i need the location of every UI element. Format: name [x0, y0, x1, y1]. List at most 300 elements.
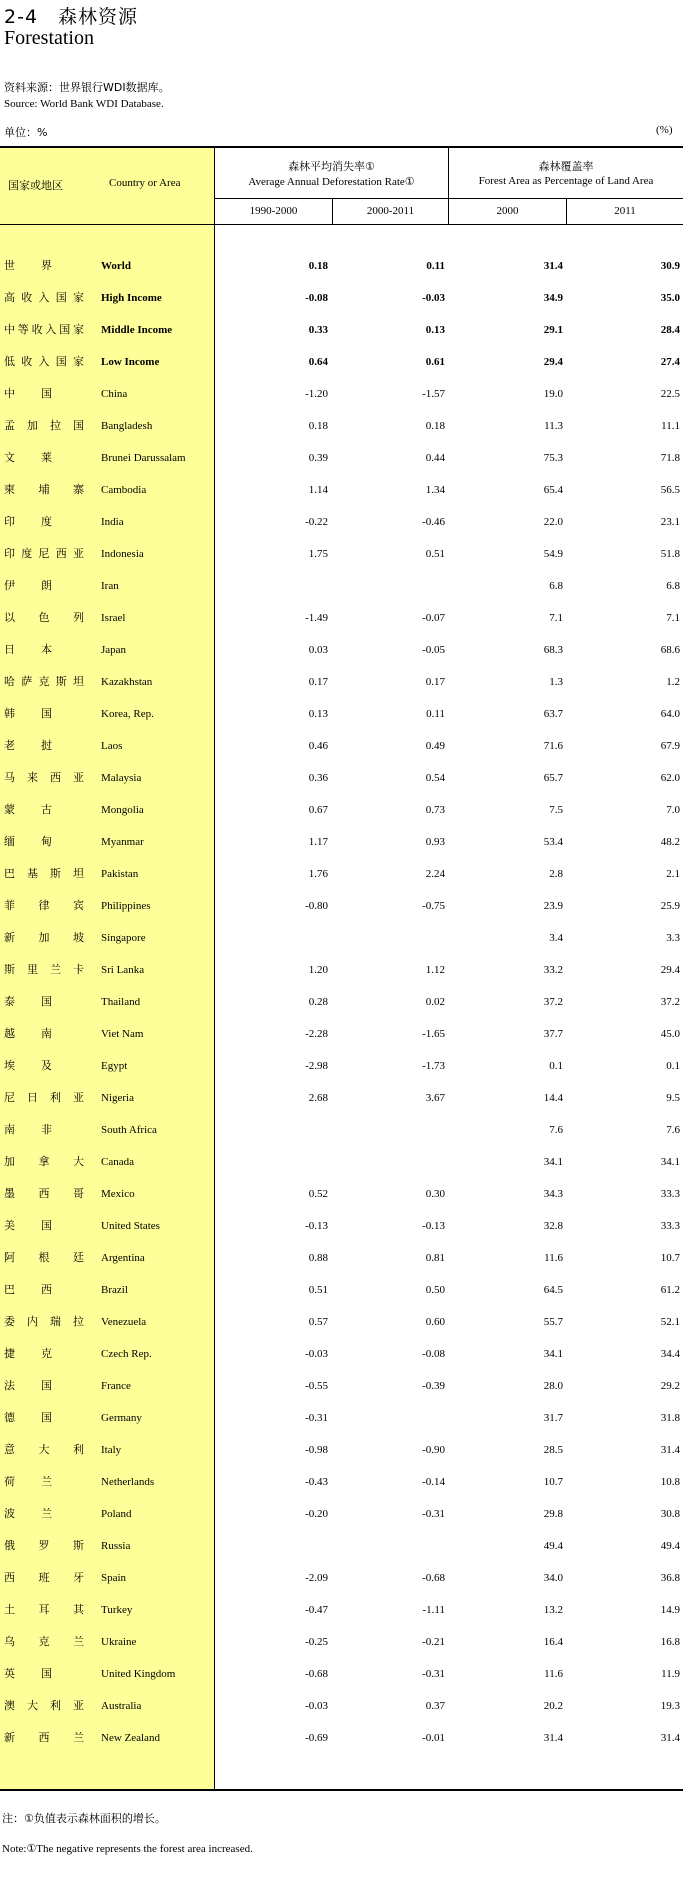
- row-deforestation-2000-2011: -0.39: [422, 1380, 445, 1392]
- row-forest-area-2011: 0.1: [666, 1060, 680, 1072]
- row-deforestation-1990-2000: -0.13: [305, 1220, 328, 1232]
- row-country-cn: 巴 西: [4, 1283, 52, 1296]
- row-country-cn: 新西兰: [4, 1731, 84, 1744]
- row-forest-area-2000: 2.8: [549, 868, 563, 880]
- row-country-cn: 缅 甸: [4, 835, 52, 848]
- row-country-cn: 伊 朗: [4, 579, 52, 592]
- row-forest-area-2000: 14.4: [543, 1092, 563, 1104]
- row-deforestation-1990-2000: -0.25: [305, 1636, 328, 1648]
- row-forest-area-2011: 33.3: [660, 1220, 680, 1232]
- row-country-en: Mexico: [101, 1188, 135, 1200]
- row-forest-area-2000: 37.7: [543, 1028, 563, 1040]
- row-forest-area-2011: 3.3: [666, 932, 680, 944]
- row-deforestation-1990-2000: 0.13: [308, 708, 328, 720]
- row-forest-area-2011: 35.0: [660, 292, 680, 304]
- row-forest-area-2000: 11.6: [544, 1668, 563, 1680]
- row-forest-area-2011: 37.2: [660, 996, 680, 1008]
- group-header-deforestation-en: Average Annual Deforestation Rate①: [248, 176, 415, 188]
- row-deforestation-1990-2000: -0.55: [305, 1380, 328, 1392]
- group-header-forest-area-en: Forest Area as Percentage of Land Area: [478, 175, 654, 187]
- row-forest-area-2011: 23.1: [660, 516, 680, 528]
- table-row: [0, 1536, 683, 1568]
- row-forest-area-2011: 48.2: [660, 836, 680, 848]
- header-divider: [215, 198, 683, 199]
- row-country-en: Spain: [101, 1572, 127, 1584]
- table-row: [0, 448, 683, 480]
- row-deforestation-1990-2000: 1.76: [308, 868, 328, 880]
- row-deforestation-2000-2011: -1.57: [422, 388, 445, 400]
- row-deforestation-1990-2000: 1.14: [308, 484, 328, 496]
- source-note-english: Source: World Bank WDI Database.: [4, 98, 164, 110]
- row-country-cn: 哈萨克斯坦: [4, 675, 84, 688]
- row-country-cn: 土耳其: [4, 1603, 84, 1616]
- row-country-en: Iran: [101, 580, 119, 592]
- column-header-country-en: Country or Area: [109, 177, 181, 189]
- row-forest-area-2011: 27.4: [660, 356, 680, 368]
- row-deforestation-1990-2000: 0.33: [308, 324, 328, 336]
- row-country-en: Cambodia: [101, 484, 147, 496]
- row-deforestation-1990-2000: 0.67: [308, 804, 328, 816]
- row-deforestation-1990-2000: -0.69: [305, 1732, 328, 1744]
- table-row: [0, 1408, 683, 1440]
- row-deforestation-2000-2011: 0.11: [426, 708, 445, 720]
- row-deforestation-2000-2011: 3.67: [425, 1092, 445, 1104]
- table-row: [0, 960, 683, 992]
- row-forest-area-2000: 33.2: [543, 964, 563, 976]
- unit-label-right: (%): [656, 124, 673, 136]
- row-forest-area-2011: 71.8: [660, 452, 680, 464]
- row-country-cn: 越 南: [4, 1027, 52, 1040]
- row-forest-area-2011: 51.8: [660, 548, 680, 560]
- row-deforestation-2000-2011: -0.01: [422, 1732, 445, 1744]
- row-forest-area-2011: 14.9: [660, 1604, 680, 1616]
- row-forest-area-2011: 52.1: [660, 1316, 680, 1328]
- row-deforestation-2000-2011: 0.49: [425, 740, 445, 752]
- row-country-cn: 乌克兰: [4, 1635, 84, 1648]
- row-country-cn: 波 兰: [4, 1507, 52, 1520]
- row-forest-area-2000: 22.0: [543, 516, 563, 528]
- forestation-table: [0, 146, 683, 1791]
- row-deforestation-2000-2011: -0.75: [422, 900, 445, 912]
- row-deforestation-1990-2000: -0.68: [305, 1668, 328, 1680]
- row-country-en: Argentina: [101, 1252, 145, 1264]
- row-deforestation-1990-2000: 0.36: [308, 772, 328, 784]
- row-country-cn: 泰 国: [4, 995, 52, 1008]
- row-country-cn: 老 挝: [4, 739, 52, 752]
- row-country-en: Venezuela: [101, 1316, 147, 1328]
- row-deforestation-1990-2000: 2.68: [308, 1092, 328, 1104]
- row-forest-area-2011: 64.0: [660, 708, 680, 720]
- row-forest-area-2011: 9.5: [666, 1092, 680, 1104]
- row-country-cn: 中 国: [4, 387, 52, 400]
- row-country-en: Philippines: [101, 900, 151, 912]
- row-forest-area-2011: 7.6: [666, 1124, 680, 1136]
- table-row: [0, 704, 683, 736]
- table-row: [0, 576, 683, 608]
- row-deforestation-2000-2011: 0.11: [426, 260, 445, 272]
- row-forest-area-2000: 63.7: [543, 708, 563, 720]
- row-forest-area-2000: 37.2: [543, 996, 563, 1008]
- row-forest-area-2000: 29.4: [543, 356, 563, 368]
- table-row: [0, 544, 683, 576]
- table-row: [0, 480, 683, 512]
- row-forest-area-2000: 64.5: [543, 1284, 563, 1296]
- row-deforestation-2000-2011: 0.17: [425, 676, 445, 688]
- row-deforestation-1990-2000: -0.20: [305, 1508, 328, 1520]
- row-forest-area-2000: 34.3: [543, 1188, 563, 1200]
- row-country-en: Pakistan: [101, 868, 139, 880]
- row-country-en: Nigeria: [101, 1092, 134, 1104]
- row-forest-area-2000: 19.0: [543, 388, 563, 400]
- table-row: [0, 800, 683, 832]
- row-deforestation-1990-2000: -0.03: [305, 1700, 328, 1712]
- row-deforestation-1990-2000: 0.18: [308, 260, 328, 272]
- row-country-cn: 美 国: [4, 1219, 52, 1232]
- row-country-en: New Zealand: [101, 1732, 160, 1744]
- row-country-en: Czech Rep.: [101, 1348, 152, 1360]
- row-forest-area-2000: 34.1: [543, 1156, 563, 1168]
- table-row: [0, 1312, 683, 1344]
- row-country-en: Germany: [101, 1412, 142, 1424]
- row-country-en: Italy: [101, 1444, 122, 1456]
- row-forest-area-2011: 16.8: [660, 1636, 680, 1648]
- row-country-en: Canada: [101, 1156, 134, 1168]
- row-country-cn: 印 度: [4, 515, 52, 528]
- row-country-cn: 新加坡: [4, 931, 84, 944]
- row-forest-area-2000: 28.0: [543, 1380, 563, 1392]
- row-forest-area-2000: 65.7: [543, 772, 563, 784]
- row-forest-area-2011: 36.8: [660, 1572, 680, 1584]
- row-forest-area-2011: 61.2: [660, 1284, 680, 1296]
- row-forest-area-2011: 34.4: [660, 1348, 680, 1360]
- table-row: [0, 672, 683, 704]
- row-forest-area-2000: 34.1: [543, 1348, 563, 1360]
- row-country-cn: 墨西哥: [4, 1187, 84, 1200]
- table-row: [0, 1600, 683, 1632]
- table-bottom-border: [0, 1789, 683, 1791]
- table-row: [0, 1088, 683, 1120]
- row-country-en: South Africa: [101, 1124, 157, 1136]
- row-deforestation-1990-2000: -0.31: [305, 1412, 328, 1424]
- row-country-cn: 俄罗斯: [4, 1539, 84, 1552]
- row-forest-area-2011: 25.9: [660, 900, 680, 912]
- row-forest-area-2000: 31.4: [543, 1732, 563, 1744]
- row-forest-area-2000: 1.3: [549, 676, 563, 688]
- row-country-en: Low Income: [101, 356, 160, 368]
- row-country-cn: 尼日利亚: [4, 1091, 84, 1104]
- row-deforestation-2000-2011: 0.02: [425, 996, 445, 1008]
- footnote-english: Note:①The negative represents the forest area increased.: [2, 1843, 253, 1855]
- row-forest-area-2000: 13.2: [543, 1604, 563, 1616]
- row-country-cn: 中等收入国家: [4, 323, 84, 336]
- table-row: [0, 608, 683, 640]
- row-country-en: Korea, Rep.: [101, 708, 154, 720]
- row-country-en: Russia: [101, 1540, 131, 1552]
- row-deforestation-2000-2011: 0.93: [425, 836, 445, 848]
- row-country-en: Singapore: [101, 932, 146, 944]
- row-forest-area-2000: 16.4: [543, 1636, 563, 1648]
- row-country-en: Australia: [101, 1700, 142, 1712]
- table-row: [0, 832, 683, 864]
- row-deforestation-1990-2000: -0.47: [305, 1604, 328, 1616]
- table-row: [0, 1152, 683, 1184]
- row-forest-area-2000: 11.6: [544, 1252, 563, 1264]
- row-country-cn: 蒙 古: [4, 803, 52, 816]
- page-title-chinese: 2-4 森林资源: [4, 6, 139, 28]
- row-forest-area-2000: 34.9: [543, 292, 563, 304]
- table-row: [0, 1248, 683, 1280]
- row-country-cn: 以色列: [4, 611, 84, 624]
- row-forest-area-2011: 10.8: [660, 1476, 680, 1488]
- row-deforestation-2000-2011: 0.60: [425, 1316, 445, 1328]
- row-forest-area-2011: 33.3: [660, 1188, 680, 1200]
- row-deforestation-2000-2011: -0.68: [422, 1572, 445, 1584]
- row-forest-area-2011: 28.4: [660, 324, 680, 336]
- row-forest-area-2011: 11.1: [661, 420, 680, 432]
- row-country-cn: 法 国: [4, 1379, 52, 1392]
- row-country-cn: 斯里兰卡: [4, 963, 84, 976]
- table-row: [0, 1664, 683, 1696]
- row-deforestation-1990-2000: -0.98: [305, 1444, 328, 1456]
- row-country-cn: 澳大利亚: [4, 1699, 84, 1712]
- row-deforestation-2000-2011: -1.11: [422, 1604, 445, 1616]
- row-deforestation-1990-2000: -0.22: [305, 516, 328, 528]
- row-forest-area-2000: 55.7: [543, 1316, 563, 1328]
- header-bottom-border: [0, 224, 683, 225]
- row-country-cn: 荷 兰: [4, 1475, 52, 1488]
- table-row: [0, 736, 683, 768]
- row-deforestation-2000-2011: 0.54: [425, 772, 445, 784]
- row-deforestation-2000-2011: -0.90: [422, 1444, 445, 1456]
- row-deforestation-1990-2000: 0.46: [308, 740, 328, 752]
- row-forest-area-2011: 29.4: [660, 964, 680, 976]
- row-forest-area-2011: 30.9: [660, 260, 680, 272]
- row-deforestation-2000-2011: 0.13: [425, 324, 445, 336]
- unit-label: 单位：%: [4, 126, 48, 139]
- row-forest-area-2000: 75.3: [543, 452, 563, 464]
- table-row: [0, 1376, 683, 1408]
- table-row: [0, 1216, 683, 1248]
- row-forest-area-2000: 10.7: [543, 1476, 563, 1488]
- row-forest-area-2000: 23.9: [543, 900, 563, 912]
- row-country-en: Brunei Darussalam: [101, 452, 186, 464]
- row-deforestation-1990-2000: -0.03: [305, 1348, 328, 1360]
- row-forest-area-2011: 22.5: [660, 388, 680, 400]
- row-country-en: United Kingdom: [101, 1668, 176, 1680]
- row-deforestation-2000-2011: -0.08: [422, 1348, 445, 1360]
- row-country-en: Poland: [101, 1508, 132, 1520]
- row-country-cn: 低收入国家: [4, 355, 84, 368]
- row-deforestation-1990-2000: 0.03: [308, 644, 328, 656]
- table-row: [0, 864, 683, 896]
- row-forest-area-2011: 56.5: [660, 484, 680, 496]
- table-row: [0, 288, 683, 320]
- row-deforestation-1990-2000: -1.49: [305, 612, 328, 624]
- row-forest-area-2000: 7.1: [549, 612, 563, 624]
- row-country-en: Israel: [101, 612, 126, 624]
- table-row: [0, 1568, 683, 1600]
- row-deforestation-2000-2011: -0.03: [422, 292, 445, 304]
- row-country-cn: 德 国: [4, 1411, 52, 1424]
- table-row: [0, 1024, 683, 1056]
- row-deforestation-1990-2000: 0.88: [308, 1252, 328, 1264]
- row-deforestation-1990-2000: -0.80: [305, 900, 328, 912]
- table-row: [0, 768, 683, 800]
- row-country-cn: 孟加拉国: [4, 419, 84, 432]
- row-country-en: Middle Income: [101, 324, 173, 336]
- row-forest-area-2011: 1.2: [666, 676, 680, 688]
- row-deforestation-1990-2000: 0.57: [308, 1316, 328, 1328]
- row-country-en: Indonesia: [101, 548, 144, 560]
- row-deforestation-2000-2011: -0.31: [422, 1668, 445, 1680]
- row-deforestation-2000-2011: 0.18: [425, 420, 445, 432]
- row-forest-area-2011: 6.8: [666, 580, 680, 592]
- row-forest-area-2011: 7.0: [666, 804, 680, 816]
- row-forest-area-2011: 19.3: [660, 1700, 680, 1712]
- row-deforestation-2000-2011: -0.31: [422, 1508, 445, 1520]
- row-country-en: Laos: [101, 740, 123, 752]
- row-deforestation-1990-2000: 0.52: [308, 1188, 328, 1200]
- subheader-2011: 2011: [614, 205, 636, 217]
- row-forest-area-2011: 67.9: [660, 740, 680, 752]
- row-deforestation-1990-2000: -0.08: [305, 292, 328, 304]
- row-country-en: France: [101, 1380, 131, 1392]
- row-forest-area-2000: 3.4: [549, 932, 563, 944]
- row-country-en: Egypt: [101, 1060, 128, 1072]
- row-country-en: High Income: [101, 292, 162, 304]
- row-country-en: Japan: [101, 644, 127, 656]
- row-forest-area-2000: 6.8: [549, 580, 563, 592]
- row-forest-area-2000: 7.6: [549, 1124, 563, 1136]
- row-forest-area-2011: 31.4: [660, 1732, 680, 1744]
- row-deforestation-1990-2000: 0.51: [308, 1284, 328, 1296]
- row-forest-area-2000: 68.3: [543, 644, 563, 656]
- row-country-en: World: [101, 260, 131, 272]
- table-row: [0, 640, 683, 672]
- row-deforestation-2000-2011: -0.13: [422, 1220, 445, 1232]
- row-country-cn: 印度尼西亚: [4, 547, 84, 560]
- row-deforestation-1990-2000: -2.09: [305, 1572, 328, 1584]
- row-forest-area-2000: 31.7: [543, 1412, 563, 1424]
- row-deforestation-1990-2000: -0.43: [305, 1476, 328, 1488]
- row-country-en: Mongolia: [101, 804, 144, 816]
- row-deforestation-1990-2000: 0.39: [308, 452, 328, 464]
- row-deforestation-1990-2000: 1.75: [308, 548, 328, 560]
- row-deforestation-2000-2011: 0.73: [425, 804, 445, 816]
- row-deforestation-1990-2000: -1.20: [305, 388, 328, 400]
- row-country-cn: 巴基斯坦: [4, 867, 84, 880]
- row-forest-area-2000: 0.1: [549, 1060, 563, 1072]
- row-country-cn: 西班牙: [4, 1571, 84, 1584]
- row-country-en: Bangladesh: [101, 420, 153, 432]
- row-deforestation-2000-2011: 0.44: [425, 452, 445, 464]
- row-forest-area-2000: 20.2: [543, 1700, 563, 1712]
- row-forest-area-2000: 7.5: [549, 804, 563, 816]
- row-forest-area-2000: 49.4: [543, 1540, 563, 1552]
- table-row: [0, 896, 683, 928]
- row-country-cn: 委内瑞拉: [4, 1315, 84, 1328]
- row-forest-area-2000: 11.3: [544, 420, 563, 432]
- table-row: [0, 1280, 683, 1312]
- row-deforestation-1990-2000: 0.17: [308, 676, 328, 688]
- row-country-en: Netherlands: [101, 1476, 155, 1488]
- row-forest-area-2011: 34.1: [660, 1156, 680, 1168]
- row-forest-area-2011: 45.0: [660, 1028, 680, 1040]
- table-row: [0, 1056, 683, 1088]
- table-row: [0, 1504, 683, 1536]
- footnote-chinese: 注：①负值表示森林面积的增长。: [2, 1812, 166, 1825]
- row-forest-area-2011: 68.6: [660, 644, 680, 656]
- row-country-en: China: [101, 388, 128, 400]
- table-row: [0, 352, 683, 384]
- row-country-en: United States: [101, 1220, 160, 1232]
- row-deforestation-1990-2000: 0.64: [308, 356, 328, 368]
- row-country-en: Turkey: [101, 1604, 133, 1616]
- subheader-1990-2000: 1990-2000: [249, 205, 298, 217]
- row-deforestation-2000-2011: 0.50: [425, 1284, 445, 1296]
- table-row: [0, 928, 683, 960]
- row-deforestation-2000-2011: 1.34: [425, 484, 445, 496]
- row-forest-area-2000: 53.4: [543, 836, 563, 848]
- row-deforestation-1990-2000: -2.28: [305, 1028, 328, 1040]
- row-country-en: Brazil: [101, 1284, 128, 1296]
- subheader-2000-2011: 2000-2011: [366, 205, 415, 217]
- row-forest-area-2000: 54.9: [543, 548, 563, 560]
- column-header-country-cn: 国家或地区: [8, 179, 63, 192]
- row-deforestation-1990-2000: 1.20: [308, 964, 328, 976]
- row-forest-area-2000: 28.5: [543, 1444, 563, 1456]
- row-deforestation-2000-2011: -1.65: [422, 1028, 445, 1040]
- table-row: [0, 992, 683, 1024]
- row-forest-area-2000: 29.1: [543, 324, 563, 336]
- row-forest-area-2000: 34.0: [543, 1572, 563, 1584]
- table-row: [0, 320, 683, 352]
- row-country-en: Thailand: [101, 996, 141, 1008]
- row-forest-area-2000: 71.6: [543, 740, 563, 752]
- table-row: [0, 1440, 683, 1472]
- row-country-en: Sri Lanka: [101, 964, 145, 976]
- row-deforestation-2000-2011: 0.61: [425, 356, 445, 368]
- row-country-cn: 捷 克: [4, 1347, 52, 1360]
- row-deforestation-2000-2011: -1.73: [422, 1060, 445, 1072]
- table-row: [0, 512, 683, 544]
- row-forest-area-2011: 30.8: [660, 1508, 680, 1520]
- table-row: [0, 416, 683, 448]
- row-deforestation-1990-2000: 0.18: [308, 420, 328, 432]
- table-row: [0, 1120, 683, 1152]
- row-deforestation-2000-2011: -0.46: [422, 516, 445, 528]
- table-row: [0, 1184, 683, 1216]
- subheader-2000: 2000: [496, 205, 519, 217]
- row-country-cn: 阿根廷: [4, 1251, 84, 1264]
- row-country-en: Malaysia: [101, 772, 142, 784]
- row-deforestation-2000-2011: 2.24: [425, 868, 445, 880]
- row-country-en: Ukraine: [101, 1636, 137, 1648]
- row-country-cn: 世 界: [4, 259, 52, 272]
- row-deforestation-2000-2011: 1.12: [425, 964, 445, 976]
- group-header-deforestation-cn: 森林平均消失率①: [288, 160, 375, 173]
- table-row: [0, 1632, 683, 1664]
- page-title-english: Forestation: [4, 27, 94, 49]
- row-country-cn: 南 非: [4, 1123, 52, 1136]
- row-deforestation-2000-2011: 0.51: [425, 548, 445, 560]
- row-deforestation-2000-2011: -0.14: [422, 1476, 445, 1488]
- row-country-cn: 加拿大: [4, 1155, 84, 1168]
- row-country-en: Viet Nam: [101, 1028, 144, 1040]
- table-row: [0, 1344, 683, 1376]
- source-note-chinese: 资料来源：世界银行WDI数据库。: [4, 81, 170, 94]
- table-row: [0, 1696, 683, 1728]
